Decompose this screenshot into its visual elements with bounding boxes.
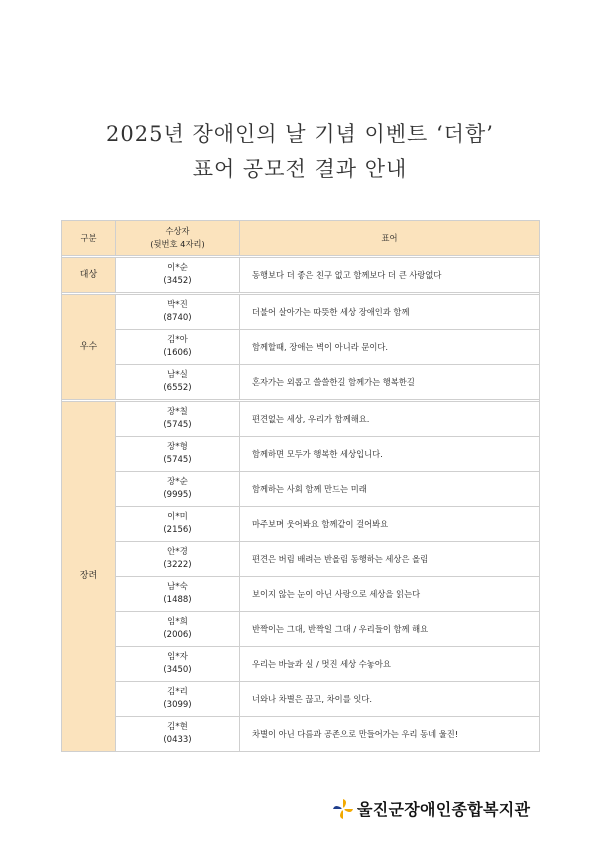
title-line-2: 표어 공모전 결과 안내 [192, 157, 408, 181]
winner-name: 김*현 [167, 722, 188, 732]
table-row [62, 647, 540, 682]
winner-code: (3099) [163, 700, 192, 710]
header-winner-sub: (뒷번호 4자리) [150, 239, 205, 249]
winner-name: 이*순 [167, 263, 188, 273]
header-winner-label: 수상자 [165, 226, 190, 236]
category-cell: 대상 [62, 258, 116, 293]
table-row [62, 402, 540, 437]
winner-code: (2006) [163, 630, 192, 640]
table-row [62, 507, 540, 542]
winner-code: (9995) [163, 490, 192, 500]
winner-name: 장*순 [167, 477, 188, 487]
table-row [62, 258, 540, 293]
table-row [62, 330, 540, 365]
table-row [62, 542, 540, 577]
slogan-cell: 우리는 바늘과 실 / 멋진 세상 수놓아요 [240, 647, 540, 682]
slogan-cell: 마주보며 웃어봐요 함께같이 걸어봐요 [240, 507, 540, 542]
winner-name: 임*자 [167, 652, 188, 662]
winner-code: (3452) [163, 276, 192, 286]
winner-cell [116, 612, 240, 647]
table-row [62, 612, 540, 647]
winner-code: (5745) [163, 455, 192, 465]
category-cell: 장려 [62, 402, 116, 752]
slogan-cell: 편견은 버림 배려는 반올림 동행하는 세상은 올림 [240, 542, 540, 577]
winner-cell [116, 258, 240, 293]
slogan-cell: 더불어 살아가는 따뜻한 세상 장애인과 함께 [240, 295, 540, 330]
header-slogan: 표어 [240, 221, 540, 256]
winner-cell [116, 542, 240, 577]
winner-name: 이*미 [167, 512, 188, 522]
table-row [62, 295, 540, 330]
winner-name: 남*숙 [167, 582, 188, 592]
winner-cell [116, 472, 240, 507]
winner-cell [116, 437, 240, 472]
table-row [62, 437, 540, 472]
winner-code: (1488) [163, 595, 192, 605]
title-line-1: 2025년 장애인의 날 기념 이벤트 ‘더함’ [106, 122, 494, 146]
table-row [62, 365, 540, 400]
winner-name: 장*칠 [167, 407, 188, 417]
slogan-cell: 차별이 아닌 다름과 공존으로 만들어가는 우리 동네 울진! [240, 717, 540, 752]
winner-cell [116, 365, 240, 400]
pinwheel-logo-icon [332, 798, 354, 820]
slogan-cell: 편견없는 세상, 우리가 함께해요. [240, 402, 540, 437]
table-body [62, 256, 540, 752]
slogan-cell: 함께하면 모두가 행복한 세상입니다. [240, 437, 540, 472]
table-row [62, 472, 540, 507]
winner-name: 임*희 [167, 617, 188, 627]
slogan-cell: 반짝이는 그대, 반짝일 그대 / 우리들이 함께 해요 [240, 612, 540, 647]
table-row [62, 717, 540, 752]
winner-name: 김*아 [167, 335, 188, 345]
winner-cell [116, 330, 240, 365]
results-table [61, 220, 540, 752]
winner-code: (3450) [163, 665, 192, 675]
header-winner [116, 221, 240, 256]
winner-code: (6552) [163, 383, 192, 393]
winner-cell [116, 682, 240, 717]
winner-code: (8740) [163, 313, 192, 323]
winner-cell [116, 295, 240, 330]
winner-code: (5745) [163, 420, 192, 430]
winner-code: (1606) [163, 348, 192, 358]
winner-code: (0433) [163, 735, 192, 745]
winner-cell [116, 577, 240, 612]
winner-cell [116, 507, 240, 542]
slogan-cell: 너와나 차별은 끊고, 차이를 잇다. [240, 682, 540, 717]
footer-logo [332, 797, 530, 820]
table-row [62, 682, 540, 717]
winner-cell [116, 717, 240, 752]
category-cell: 우수 [62, 295, 116, 400]
organization-name: 울진군장애인종합복지관 [357, 800, 531, 819]
winner-name: 김*리 [167, 687, 188, 697]
slogan-cell: 보이지 않는 눈이 아닌 사랑으로 세상을 읽는다 [240, 577, 540, 612]
table-header-row [62, 221, 540, 256]
winner-name: 안*경 [167, 547, 188, 557]
header-category: 구분 [62, 221, 116, 256]
winner-name: 장*형 [167, 442, 188, 452]
winner-code: (2156) [163, 525, 192, 535]
slogan-cell: 함께할때, 장애는 벽이 아니라 문이다. [240, 330, 540, 365]
slogan-cell: 혼자가는 외롭고 쓸쓸한길 함께가는 행복한길 [240, 365, 540, 400]
winner-cell [116, 402, 240, 437]
table-row [62, 577, 540, 612]
winner-name: 박*진 [167, 300, 188, 310]
slogan-cell: 동행보다 더 좋은 친구 없고 함께보다 더 큰 사랑없다 [240, 258, 540, 293]
winner-name: 남*실 [167, 370, 188, 380]
slogan-cell: 함께하는 사회 함께 만드는 미래 [240, 472, 540, 507]
winner-cell [116, 647, 240, 682]
winner-code: (3222) [163, 560, 192, 570]
